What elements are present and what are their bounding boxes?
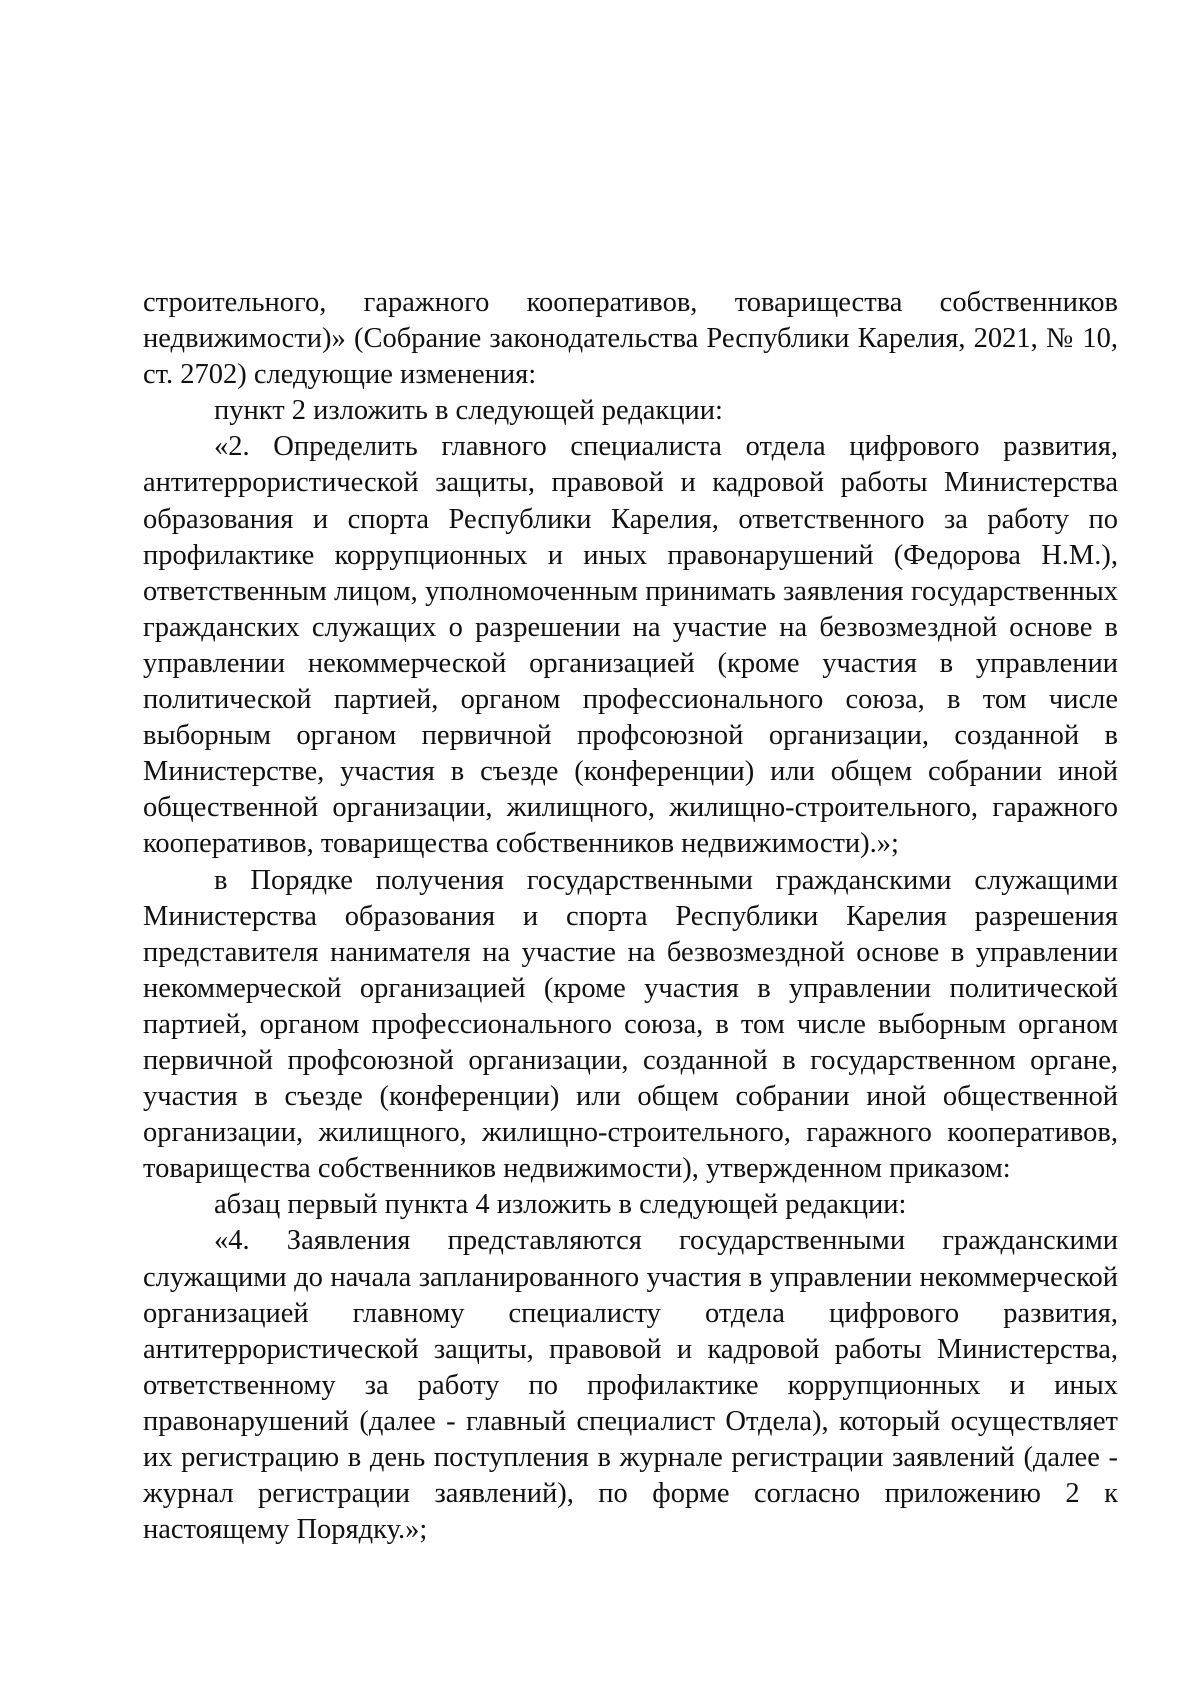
paragraph-point-4-text: «4. Заявления представляются государственными гражданскими служащими до начала запланированного участия в управлении некоммерческой организацией главному специалисту отдела цифрового развития, антитеррористической защиты, правовой и кадровой работы Министерства, ответственному за работу по профилактике коррупционных и иных правонарушений (далее - главный специалист Отдела), который осуществляет их регистрацию в день поступления в журнале регистрации заявлений (далее - журнал регистрации заявлений), по форме согласно приложению 2 к настоящему Порядку.»;	[143, 1225, 1118, 1546]
paragraph-continuation: строительного, гаражного кооперативов, товарищества собственников недвижимости)» (Собрание законодательства Республики Карелия, 2021, № 10, ст. 2702) следующие изменения:	[143, 287, 1118, 391]
paragraph-point-2-text: «2. Определить главного специалиста отдела цифрового развития, антитеррористической защиты, правовой и кадровой работы Министерства образования и спорта Республики Карелия, ответственного за работу по профилактике коррупционных и иных правонарушений (Федорова Н.М.), ответственным лицом, уполномоченным принимать заявления государственных гражданских служащих о разрешении на участие на безвозмездной основе в управлении некоммерческой организацией (кроме участия в управлении политической партией, органом профессионального союза, в том числе выборным органом первичной профсоюзной организации, созданной в Министерстве, участия в съезде (конференции) или общем собрании иной общественной организации, жилищного, жилищно-строительного, гаражного кооперативов, товарищества собственников недвижимости).»;	[143, 431, 1118, 860]
paragraph-point-4-instruction: абзац первый пункта 4 изложить в следующей редакции:	[214, 1189, 907, 1221]
document-body	[143, 285, 1118, 1548]
paragraph-procedure-intro: в Порядке получения государственными гражданскими служащими Министерства образования и спорта Республики Карелия разрешения представителя нанимателя на участие на безвозмездной основе в управлении некоммерческой организацией (кроме участия в управлении политической партией, органом профессионального союза, в том числе выборным органом первичной профсоюзной организации, созданной в государственном органе, участия в съезде (конференции) или общем собрании иной общественной организации, жилищного, жилищно-строительного, гаражного кооперативов, товарищества собственников недвижимости), утвержденном приказом:	[143, 864, 1118, 1185]
paragraph-point-2-instruction: пункт 2 изложить в следующей редакции:	[214, 395, 723, 427]
